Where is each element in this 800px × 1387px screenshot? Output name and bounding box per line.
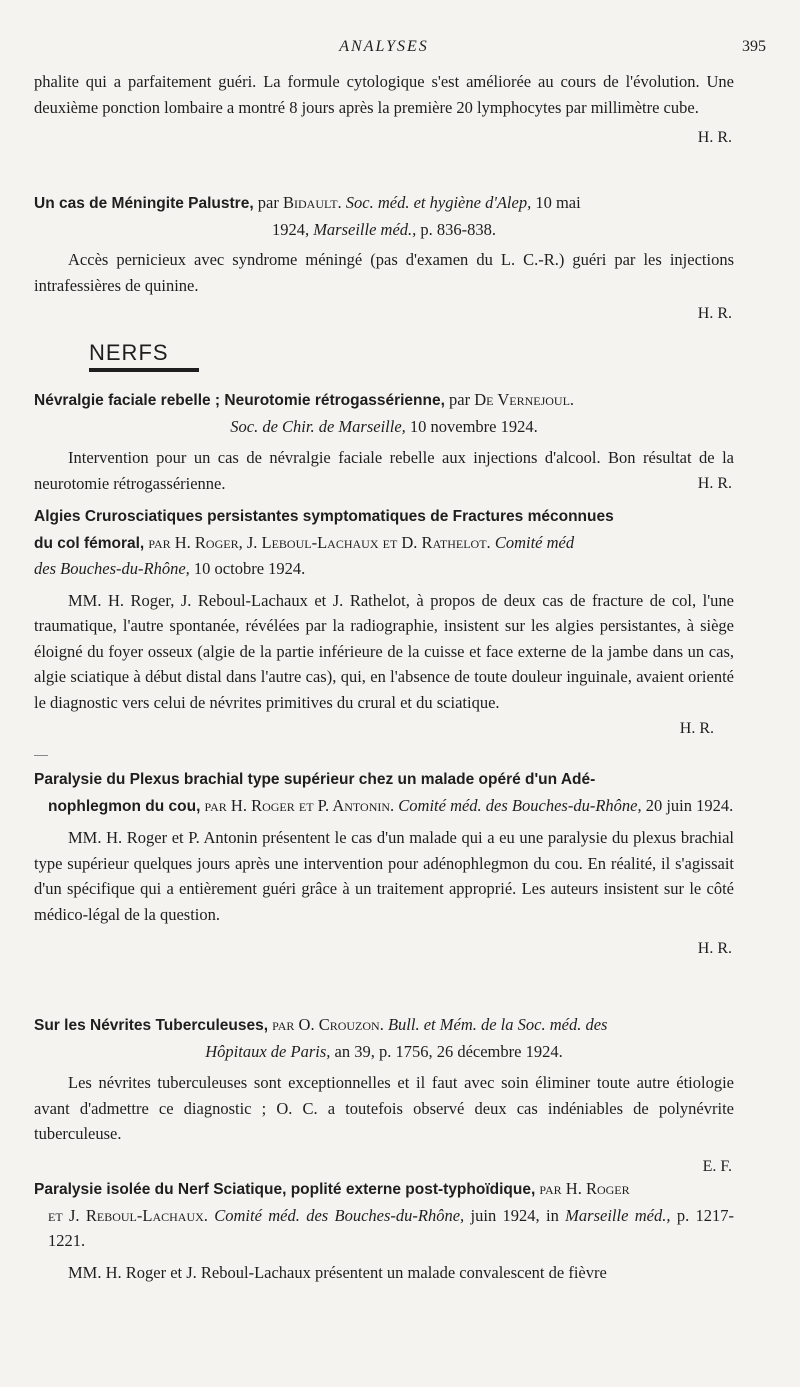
entry-source: Comité méd. des Bouches-du-Rhône,	[214, 1205, 465, 1225]
entry-signature: H. R.	[697, 475, 732, 492]
entry-paralysie-sciatique	[34, 1176, 734, 1285]
intro-block	[34, 69, 734, 150]
entry-title-bold: Sur les Névrites Tuberculeuses,	[34, 1017, 269, 1034]
entry-title-bold-2: nophlegmon du cou,	[48, 797, 201, 815]
entry-title-line3	[34, 556, 734, 582]
page-number: 395	[742, 38, 766, 55]
entry-signature: H. R.	[679, 720, 714, 737]
entry-signature: E. F.	[702, 1157, 732, 1175]
entry-authors-1: par H. Roger	[539, 1179, 630, 1198]
entry-body: MM. H. Roger et J. Reboul-Lachaux présentent un malade convalescent de fièvre	[68, 1262, 607, 1282]
entry-title-line2	[34, 530, 734, 557]
entry-title	[34, 1176, 734, 1203]
entry-title-line2	[34, 793, 734, 820]
entry-nevralgie-faciale	[34, 387, 734, 496]
entry-body: Les névrites tuberculeuses sont exceptionnelles et il faut avec soin éliminer toute autre étiologie avant d'admettre ce diagnostic ; O. C. a toutefois observé deux cas indéniables de polynévrite tuberculeuse.	[34, 1073, 734, 1143]
entry-source-1: Bull. et Mém. de la Soc. méd. des	[387, 1015, 608, 1034]
entry-title-bold: Paralysie isolée du Nerf Sciatique, poplité externe post-typhoïdique,	[34, 1181, 536, 1198]
section-heading: NERFS	[89, 340, 169, 365]
entry-source-2: Hôpitaux de Paris,	[205, 1041, 331, 1061]
entry-nevrites-tuberculeuses	[34, 1012, 734, 1179]
entry-title-line2	[34, 217, 734, 243]
entry-authors: par O. Crouzon.	[272, 1015, 384, 1034]
entry-authors: par H. Roger et P. Antonin.	[204, 795, 395, 815]
entry-title	[34, 1012, 734, 1039]
entry-source-1: Comité méd	[494, 532, 575, 552]
entry-authors-2: et J. Reboul-Lachaux.	[48, 1205, 208, 1225]
entry-year: 1924,	[271, 219, 310, 239]
entry-journal: Marseille méd.,	[313, 219, 417, 239]
entry-source: Comité méd. des Bouches-du-Rhône,	[398, 795, 642, 815]
entry-title-bold: Névralgie faciale rebelle ; Neurotomie rétrogassérienne,	[34, 392, 445, 409]
entry-paralysie-plexus	[34, 766, 734, 961]
intro-paragraph: phalite qui a parfaitement guéri. La formule cytologique s'est améliorée au cours de l'évolution. Une deuxième ponction lombaire a montré 8 jours après la première 20 lymphocytes par millimètre cube.	[34, 72, 734, 117]
entry-pages: p. 1217-1221.	[48, 1205, 735, 1250]
entry-title-line2	[34, 1203, 734, 1254]
entry-details: an 39, p. 1756, 26 décembre 1924.	[334, 1041, 563, 1061]
entry-title-line2	[34, 1039, 734, 1065]
entry-signature: H. R.	[697, 940, 732, 957]
entry-title-bold: Un cas de Méningite Palustre,	[34, 195, 254, 212]
entry-meningite-palustre	[34, 190, 734, 326]
entry-title	[34, 503, 734, 530]
entry-date: 20 juin 1924.	[645, 795, 734, 815]
entry-by: par	[257, 193, 279, 212]
entry-body: MM. H. Roger et P. Antonin présentent le cas d'un malade qui a eu une paralysie du plexus brachial type supérieur quelques jours après une intervention pour adénophlegmon du cou. En réalité, il s'agissait d'un spécifique qui a entièrement guéri grâce à un traitement approprié. Les auteurs insistent sur le côté médico-légal de la question.	[34, 828, 734, 924]
divider-mark	[34, 755, 48, 756]
entry-algies-crurosciatiques	[34, 503, 734, 741]
section-rule	[89, 368, 199, 372]
entry-title	[34, 190, 734, 217]
entry-authors: par H. Roger, J. Leboul-Lachaux et D. Rathelot.	[148, 532, 491, 552]
entry-source: Soc. méd. et hygiène d'Alep,	[345, 193, 532, 212]
entry-title-bold-1: Algies Crurosciatiques persistantes symptomatiques de Fractures méconnues	[34, 508, 614, 525]
entry-body: MM. H. Roger, J. Reboul-Lachaux et J. Rathelot, à propos de deux cas de fracture de col, l'une traumatique, l'autre spontanée, révélées par la radiographie, insistent sur les algies persistantes, à siège éloigné du foyer osseux (algie de la partie inférieure de la cuisse et face externe de la jambe dans un cas, algie sciatique à début distal dans l'autre cas), qui, en l'absence de toute douleur inguinale, avaient orienté le diagnostic vers celui de névrites primitives du crural et du sciatique.	[34, 590, 734, 712]
entry-author: Bidault.	[282, 193, 342, 212]
entry-journal: Marseille méd.,	[565, 1205, 671, 1225]
entry-title	[34, 766, 734, 793]
entry-body: Accès pernicieux avec syndrome méningé (pas d'examen du L. C.-R.) guéri par les injections intrafessières de quinine.	[34, 250, 734, 295]
entry-date: 10 novembre 1924.	[409, 416, 538, 436]
entry-title-line2	[34, 414, 734, 440]
entry-title-bold-2: du col fémoral,	[34, 534, 145, 552]
intro-signature: H. R.	[697, 129, 732, 146]
entry-body: Intervention pour un cas de névralgie faciale rebelle aux injections d'alcool. Bon résultat de la neurotomie rétrogassérienne.	[34, 448, 734, 493]
entry-source-2: des Bouches-du-Rhône,	[34, 559, 190, 578]
entry-signature: H. R.	[697, 305, 732, 322]
entry-title-bold-1: Paralysie du Plexus brachial type supérieur chez un malade opéré d'un Adé-	[34, 771, 596, 788]
entry-date: 10 mai	[535, 193, 581, 212]
entry-title	[34, 387, 734, 414]
entry-source: Soc. de Chir. de Marseille,	[230, 416, 406, 436]
entry-pages: p. 836-838.	[420, 219, 497, 239]
entry-date: 10 octobre 1924.	[193, 559, 306, 578]
entry-author: De Vernejoul.	[474, 390, 575, 409]
page-header	[34, 38, 766, 58]
entry-by: par	[449, 390, 471, 409]
running-title: ANALYSES	[339, 38, 429, 55]
entry-date: juin 1924, in	[470, 1205, 559, 1225]
